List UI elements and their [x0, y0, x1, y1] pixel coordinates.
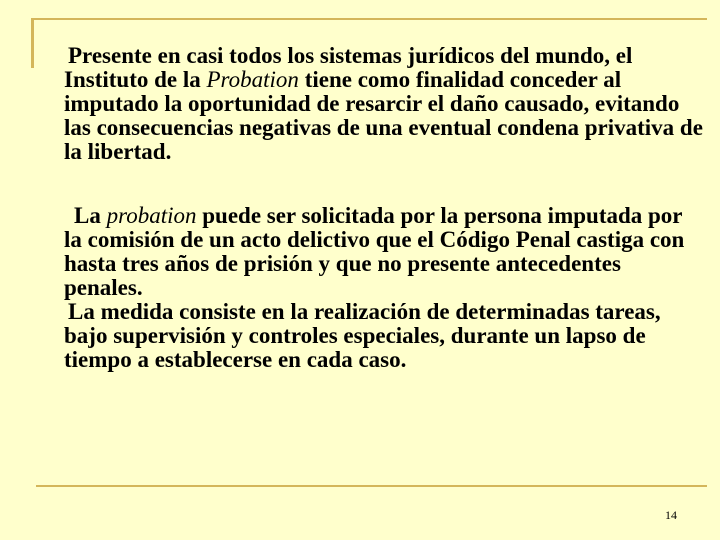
frame-left-bar [31, 18, 34, 68]
paragraph-probation-measure [64, 300, 704, 372]
paragraph-text: puede ser solicitada por la persona imputada por la comisión de un acto delictivo que el Código Penal castiga con hasta tres años de prisión y que no presente antecedentes penales. [64, 203, 685, 300]
emphasis-probation: probation [106, 203, 197, 228]
page-number: 14 [665, 508, 677, 522]
paragraph-text: La [74, 203, 107, 228]
paragraph-probation-eligibility [64, 204, 704, 300]
frame-bottom-rule [36, 485, 707, 487]
emphasis-probation: Probation [206, 67, 299, 92]
slide-body [64, 44, 704, 372]
frame-top-rule [31, 18, 707, 20]
paragraph-probation-purpose [64, 44, 704, 164]
paragraph-text: La medida consiste en la realización de determinadas tareas, bajo supervisión y controles especiales, durante un lapso de tiempo a establecerse en cada caso. [64, 299, 661, 372]
paragraph-text: tiene como finalidad conceder al imputado la oportunidad de resarcir el daño causado, evitando las consecuencias negativas de una eventual condena privativa de la libertad. [64, 67, 703, 164]
paragraph-text: Presente en casi todos los sistemas jurídicos del mundo, el Instituto de la [64, 43, 633, 92]
